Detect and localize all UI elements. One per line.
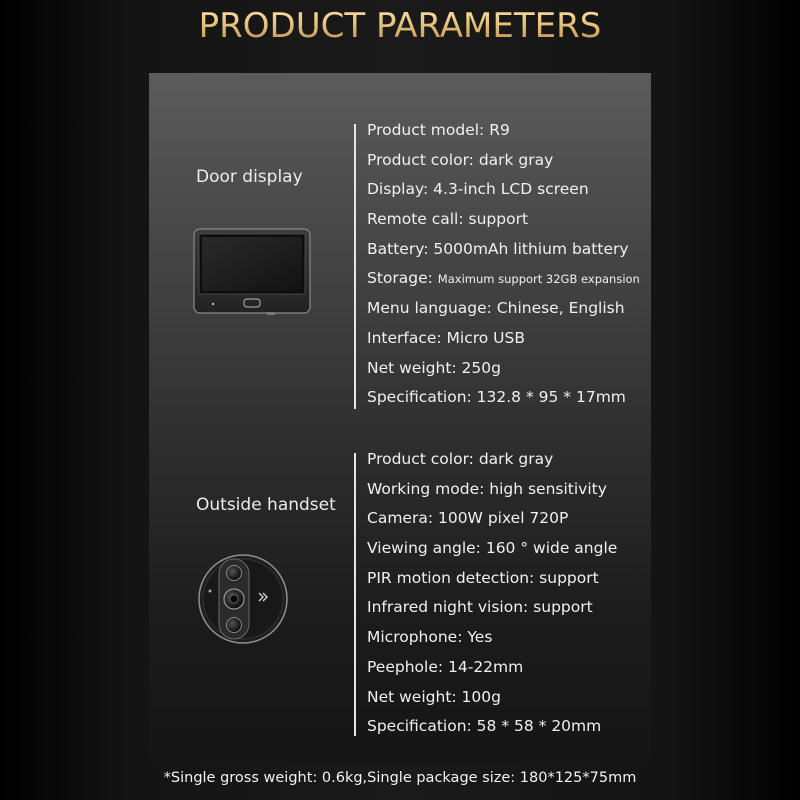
spec-item: Peephole: 14-22mm bbox=[367, 657, 524, 676]
spec-item: Infrared night vision: support bbox=[367, 598, 593, 617]
spec-item: Battery: 5000mAh lithium battery bbox=[367, 239, 629, 258]
section-label-door-display: Door display bbox=[196, 167, 303, 187]
page-title: PRODUCT PARAMETERS bbox=[0, 6, 800, 46]
door-display-device-icon bbox=[193, 228, 313, 316]
spec-storage-label: Storage: bbox=[367, 269, 438, 288]
spec-item: Microphone: Yes bbox=[367, 628, 493, 647]
spec-item: Menu language: Chinese, English bbox=[367, 299, 625, 318]
spec-item: Remote call: support bbox=[367, 210, 529, 229]
spec-item: Working mode: high sensitivity bbox=[367, 479, 607, 498]
spec-item: Interface: Micro USB bbox=[367, 328, 526, 347]
door-display-spec-list bbox=[367, 116, 640, 413]
spec-item: Specification: 58 * 58 * 20mm bbox=[367, 717, 602, 736]
section-divider bbox=[354, 124, 356, 409]
spec-item: Product color: dark gray bbox=[367, 450, 554, 468]
spec-item: Specification: 132.8 * 95 * 17mm bbox=[367, 388, 626, 407]
section-divider bbox=[354, 453, 356, 736]
outside-handset-spec-list bbox=[367, 445, 617, 742]
section-label-outside-handset: Outside handset bbox=[196, 495, 336, 515]
spec-item: PIR motion detection: support bbox=[367, 568, 599, 587]
spec-item: Viewing angle: 160 ° wide angle bbox=[367, 539, 618, 558]
parameters-panel bbox=[149, 73, 651, 763]
spec-item: Net weight: 250g bbox=[367, 358, 501, 377]
spec-item: Product model: R9 bbox=[367, 121, 510, 139]
spec-storage-value: Maximum support 32GB expansion bbox=[437, 272, 640, 287]
spec-item: Camera: 100W pixel 720P bbox=[367, 509, 569, 528]
spec-item-storage bbox=[367, 264, 640, 294]
spec-item: Net weight: 100g bbox=[367, 687, 501, 706]
spec-item: Display: 4.3-inch LCD screen bbox=[367, 180, 589, 199]
package-info-footer: *Single gross weight: 0.6kg,Single package size: 180*125*75mm bbox=[163, 770, 637, 786]
outside-handset-device-icon bbox=[197, 547, 293, 651]
spec-item: Product color: dark gray bbox=[367, 150, 554, 169]
